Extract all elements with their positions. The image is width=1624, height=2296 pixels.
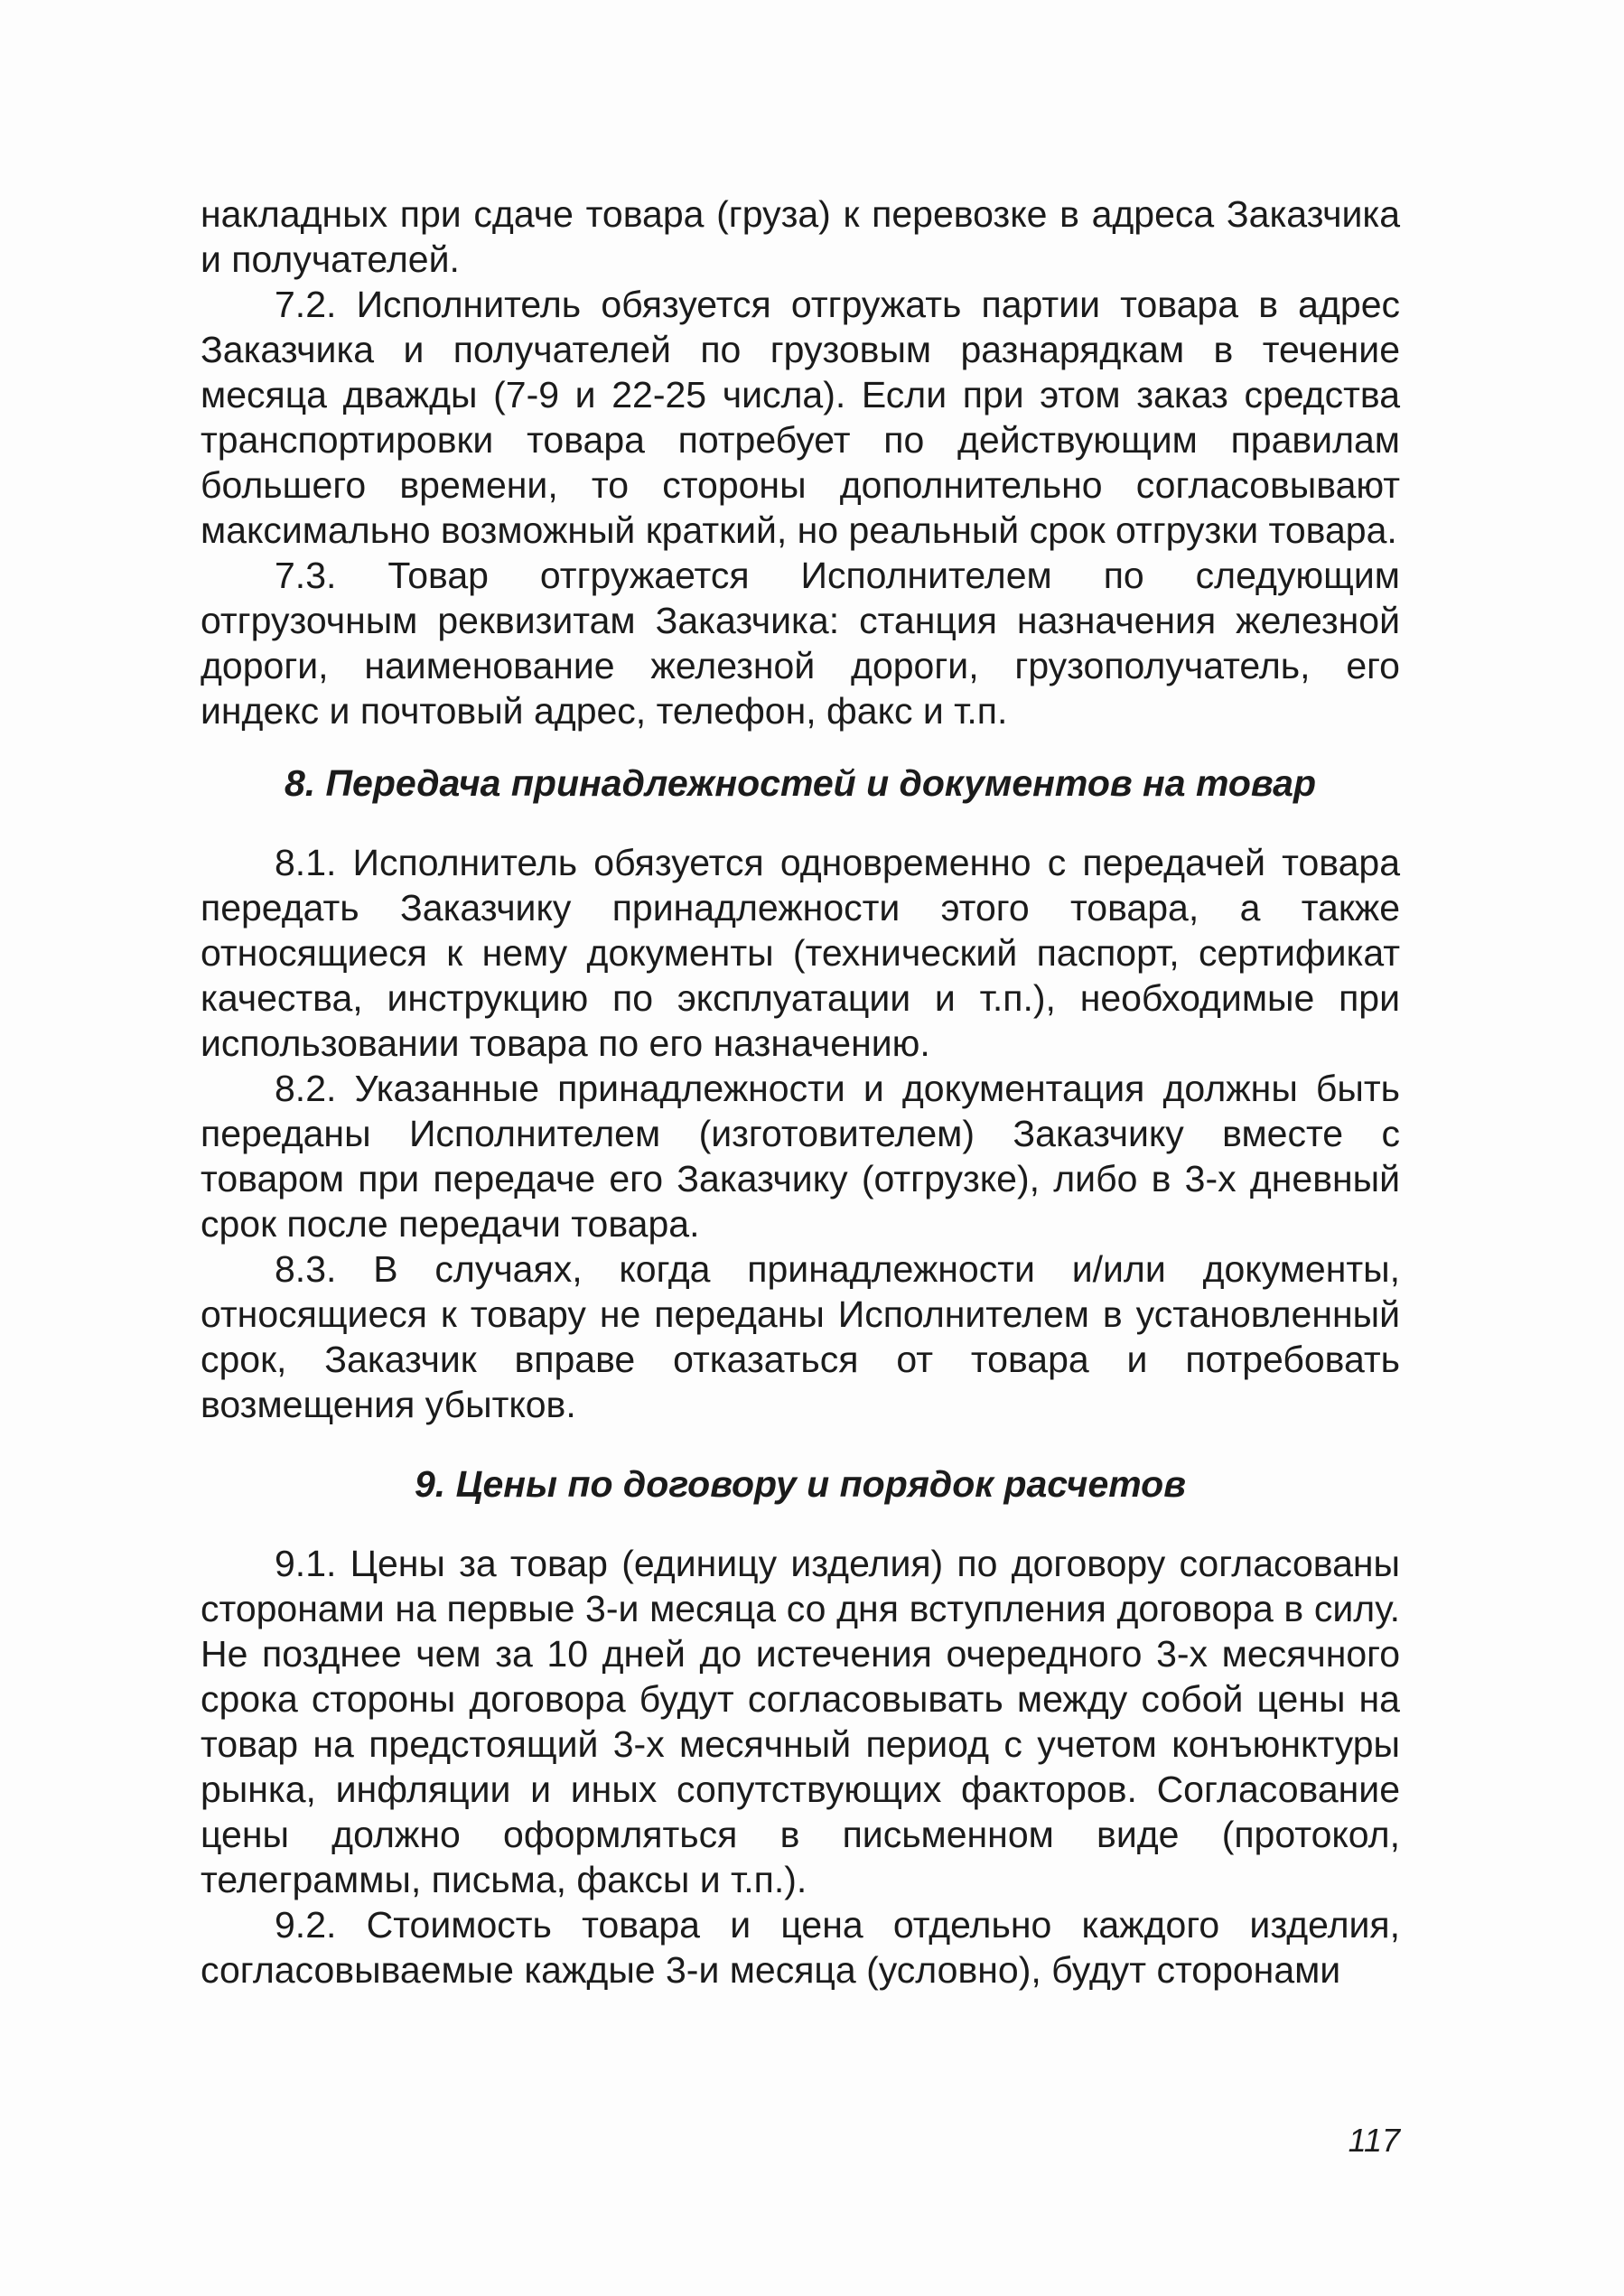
page-number: 117 [1348, 2122, 1400, 2159]
paragraph-9-2: 9.2. Стоимость товара и цена отдельно каждого изделия, согласовываемые каждые 3-и месяца (условно), будут сторонами [201, 1904, 1400, 1991]
text-column [201, 191, 1400, 1993]
paragraph-8-3: 8.3. В случаях, когда принадлежности и/или документы, относящиеся к товару не переданы Исполнителем в установленный срок, Заказчик вправе отказаться от товара и потребовать возмещения убытков. [201, 1248, 1400, 1425]
paragraph-7-1-tail: накладных при сдаче товара (груза) к перевозке в адреса Заказчика и получателей. [201, 193, 1400, 280]
section-9-heading: 9. Цены по договору и порядок расчетов [415, 1463, 1186, 1505]
paragraph-8-1: 8.1. Исполнитель обязуется одновременно с передачей товара передать Заказчику принадлежности этого товара, а также относящиеся к нему документы (технический паспорт, сертификат качества, инструкцию по эксплуатации и т.п.), необходимые при использовании товара по его назначению. [201, 842, 1400, 1064]
section-8-heading: 8. Передача принадлежностей и документов на товар [284, 762, 1317, 804]
paragraph-7-2: 7.2. Исполнитель обязуется отгружать партии товара в адрес Заказчика и получателей по грузовым разнарядкам в течение месяца дважды (7-9 и 22-25 числа). Если при этом заказ средства транспортировки товара потребует по действующим правилам большего времени, то стороны дополнительно согласовывают максимально возможный краткий, но реальный срок отгрузки товара. [201, 284, 1400, 551]
paragraph-7-3: 7.3. Товар отгружается Исполнителем по следующим отгрузочным реквизитам Заказчика: станция назначения железной дороги, наименование железной дороги, грузополучатель, его индекс и почтовый адрес, телефон, факс и т.п. [201, 555, 1400, 732]
paragraph-9-1: 9.1. Цены за товар (единицу изделия) по договору согласованы сторонами на первые 3-и месяца со дня вступления договора в силу. Не позднее чем за 10 дней до истечения очередного 3-х месячного срока стороны договора будут согласовывать между собой цены на товар на предстоящий 3-х месячный период с учетом конъюнктуры рынка, инфляции и иных сопутствующих факторов. Согласование цены должно оформляться в письменном виде (протокол, телеграммы, письма, факсы и т.п.). [201, 1543, 1400, 1900]
paragraph-8-2: 8.2. Указанные принадлежности и документация должны быть переданы Исполнителем (изготовителем) Заказчику вместе с товаром при передаче его Заказчику (отгрузке), либо в 3-х дневный срок после передачи товара. [201, 1068, 1400, 1245]
